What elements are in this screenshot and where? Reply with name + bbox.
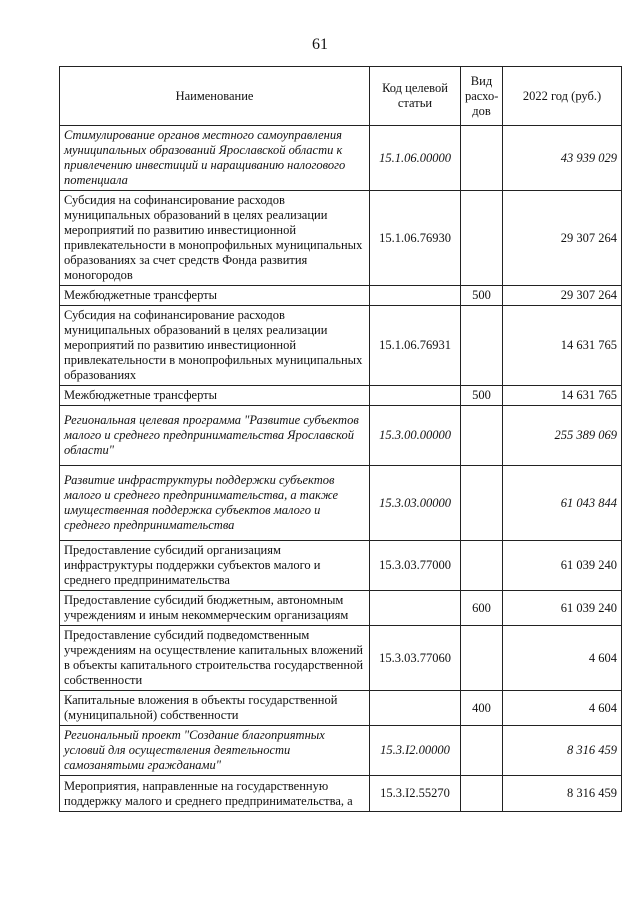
header-code: Код целевой статьи bbox=[370, 67, 461, 126]
table-row bbox=[60, 776, 622, 812]
row-name-cell: Предоставление субсидий организациям инфраструктуры поддержки субъектов малого и среднего предпринимательства bbox=[60, 541, 370, 591]
row-name-cell: Развитие инфраструктуры поддержки субъектов малого и среднего предпринимательства, а также имущественная поддержка субъектов малого и среднего предпринимательства bbox=[60, 466, 370, 541]
table-row bbox=[60, 541, 622, 591]
row-type-cell bbox=[461, 541, 503, 591]
table-row bbox=[60, 306, 622, 386]
row-code-cell bbox=[370, 691, 461, 726]
row-amount-cell: 8 316 459 bbox=[503, 726, 622, 776]
header-type: Вид расхо-дов bbox=[461, 67, 503, 126]
row-name-cell: Субсидия на софинансирование расходов муниципальных образований в целях реализации мероприятий по развитию инвестиционной привлекательности в монопрофильных муниципальных образованиях bbox=[60, 306, 370, 386]
row-amount-cell: 4 604 bbox=[503, 626, 622, 691]
row-amount-cell: 14 631 765 bbox=[503, 306, 622, 386]
row-amount-cell: 14 631 765 bbox=[503, 386, 622, 406]
row-name-cell: Региональная целевая программа "Развитие субъектов малого и среднего предпринимательства Ярославской области" bbox=[60, 406, 370, 466]
row-type-cell bbox=[461, 726, 503, 776]
row-name-cell: Предоставление субсидий бюджетным, автономным учреждениям и иным некоммерческим организациям bbox=[60, 591, 370, 626]
row-code-cell: 15.1.06.76931 bbox=[370, 306, 461, 386]
row-code-cell bbox=[370, 286, 461, 306]
row-name-cell: Капитальные вложения в объекты государственной (муниципальной) собственности bbox=[60, 691, 370, 726]
row-code-cell: 15.3.I2.55270 bbox=[370, 776, 461, 812]
table-row bbox=[60, 286, 622, 306]
row-name-cell: Стимулирование органов местного самоуправления муниципальных образований Ярославской области к привлечению инвестиций и наращиванию налогового потенциала bbox=[60, 126, 370, 191]
row-amount-cell: 8 316 459 bbox=[503, 776, 622, 812]
row-type-cell: 600 bbox=[461, 591, 503, 626]
header-name: Наименование bbox=[60, 67, 370, 126]
table-row bbox=[60, 191, 622, 286]
row-name-cell: Межбюджетные трансферты bbox=[60, 286, 370, 306]
row-type-cell: 500 bbox=[461, 386, 503, 406]
row-amount-cell: 29 307 264 bbox=[503, 286, 622, 306]
row-amount-cell: 4 604 bbox=[503, 691, 622, 726]
row-amount-cell: 43 939 029 bbox=[503, 126, 622, 191]
row-type-cell bbox=[461, 406, 503, 466]
budget-table bbox=[59, 66, 622, 812]
row-name-cell: Региональный проект "Создание благоприятных условий для осуществления деятельности самозанятыми гражданами" bbox=[60, 726, 370, 776]
row-amount-cell: 61 043 844 bbox=[503, 466, 622, 541]
row-code-cell: 15.1.06.00000 bbox=[370, 126, 461, 191]
table-row bbox=[60, 126, 622, 191]
row-name-cell: Предоставление субсидий подведомственным учреждениям на осуществление капитальных вложений в объекты капитального строительства государственной собственности bbox=[60, 626, 370, 691]
table-row bbox=[60, 691, 622, 726]
row-amount-cell: 29 307 264 bbox=[503, 191, 622, 286]
row-type-cell: 400 bbox=[461, 691, 503, 726]
row-code-cell: 15.3.03.00000 bbox=[370, 466, 461, 541]
row-code-cell: 15.3.03.77060 bbox=[370, 626, 461, 691]
table-body bbox=[60, 126, 622, 812]
table-row bbox=[60, 626, 622, 691]
table-row bbox=[60, 726, 622, 776]
row-code-cell bbox=[370, 386, 461, 406]
row-name-cell: Мероприятия, направленные на государственную поддержку малого и среднего предпринимательства, а bbox=[60, 776, 370, 812]
table-row bbox=[60, 466, 622, 541]
row-type-cell bbox=[461, 306, 503, 386]
page-number: 61 bbox=[312, 36, 328, 53]
row-code-cell bbox=[370, 591, 461, 626]
row-name-cell: Субсидия на софинансирование расходов муниципальных образований в целях реализации мероприятий по развитию инвестиционной привлекательности в монопрофильных муниципальных образованиях за счет средств Фонда развития моногородов bbox=[60, 191, 370, 286]
table-row bbox=[60, 386, 622, 406]
row-amount-cell: 255 389 069 bbox=[503, 406, 622, 466]
table-header-row bbox=[60, 67, 622, 126]
row-code-cell: 15.3.03.77000 bbox=[370, 541, 461, 591]
row-type-cell: 500 bbox=[461, 286, 503, 306]
row-amount-cell: 61 039 240 bbox=[503, 541, 622, 591]
row-code-cell: 15.3.00.00000 bbox=[370, 406, 461, 466]
row-type-cell bbox=[461, 626, 503, 691]
row-amount-cell: 61 039 240 bbox=[503, 591, 622, 626]
header-amount: 2022 год (руб.) bbox=[503, 67, 622, 126]
row-type-cell bbox=[461, 776, 503, 812]
row-name-cell: Межбюджетные трансферты bbox=[60, 386, 370, 406]
row-type-cell bbox=[461, 466, 503, 541]
row-code-cell: 15.3.I2.00000 bbox=[370, 726, 461, 776]
row-type-cell bbox=[461, 191, 503, 286]
table-row bbox=[60, 591, 622, 626]
table-row bbox=[60, 406, 622, 466]
row-type-cell bbox=[461, 126, 503, 191]
row-code-cell: 15.1.06.76930 bbox=[370, 191, 461, 286]
